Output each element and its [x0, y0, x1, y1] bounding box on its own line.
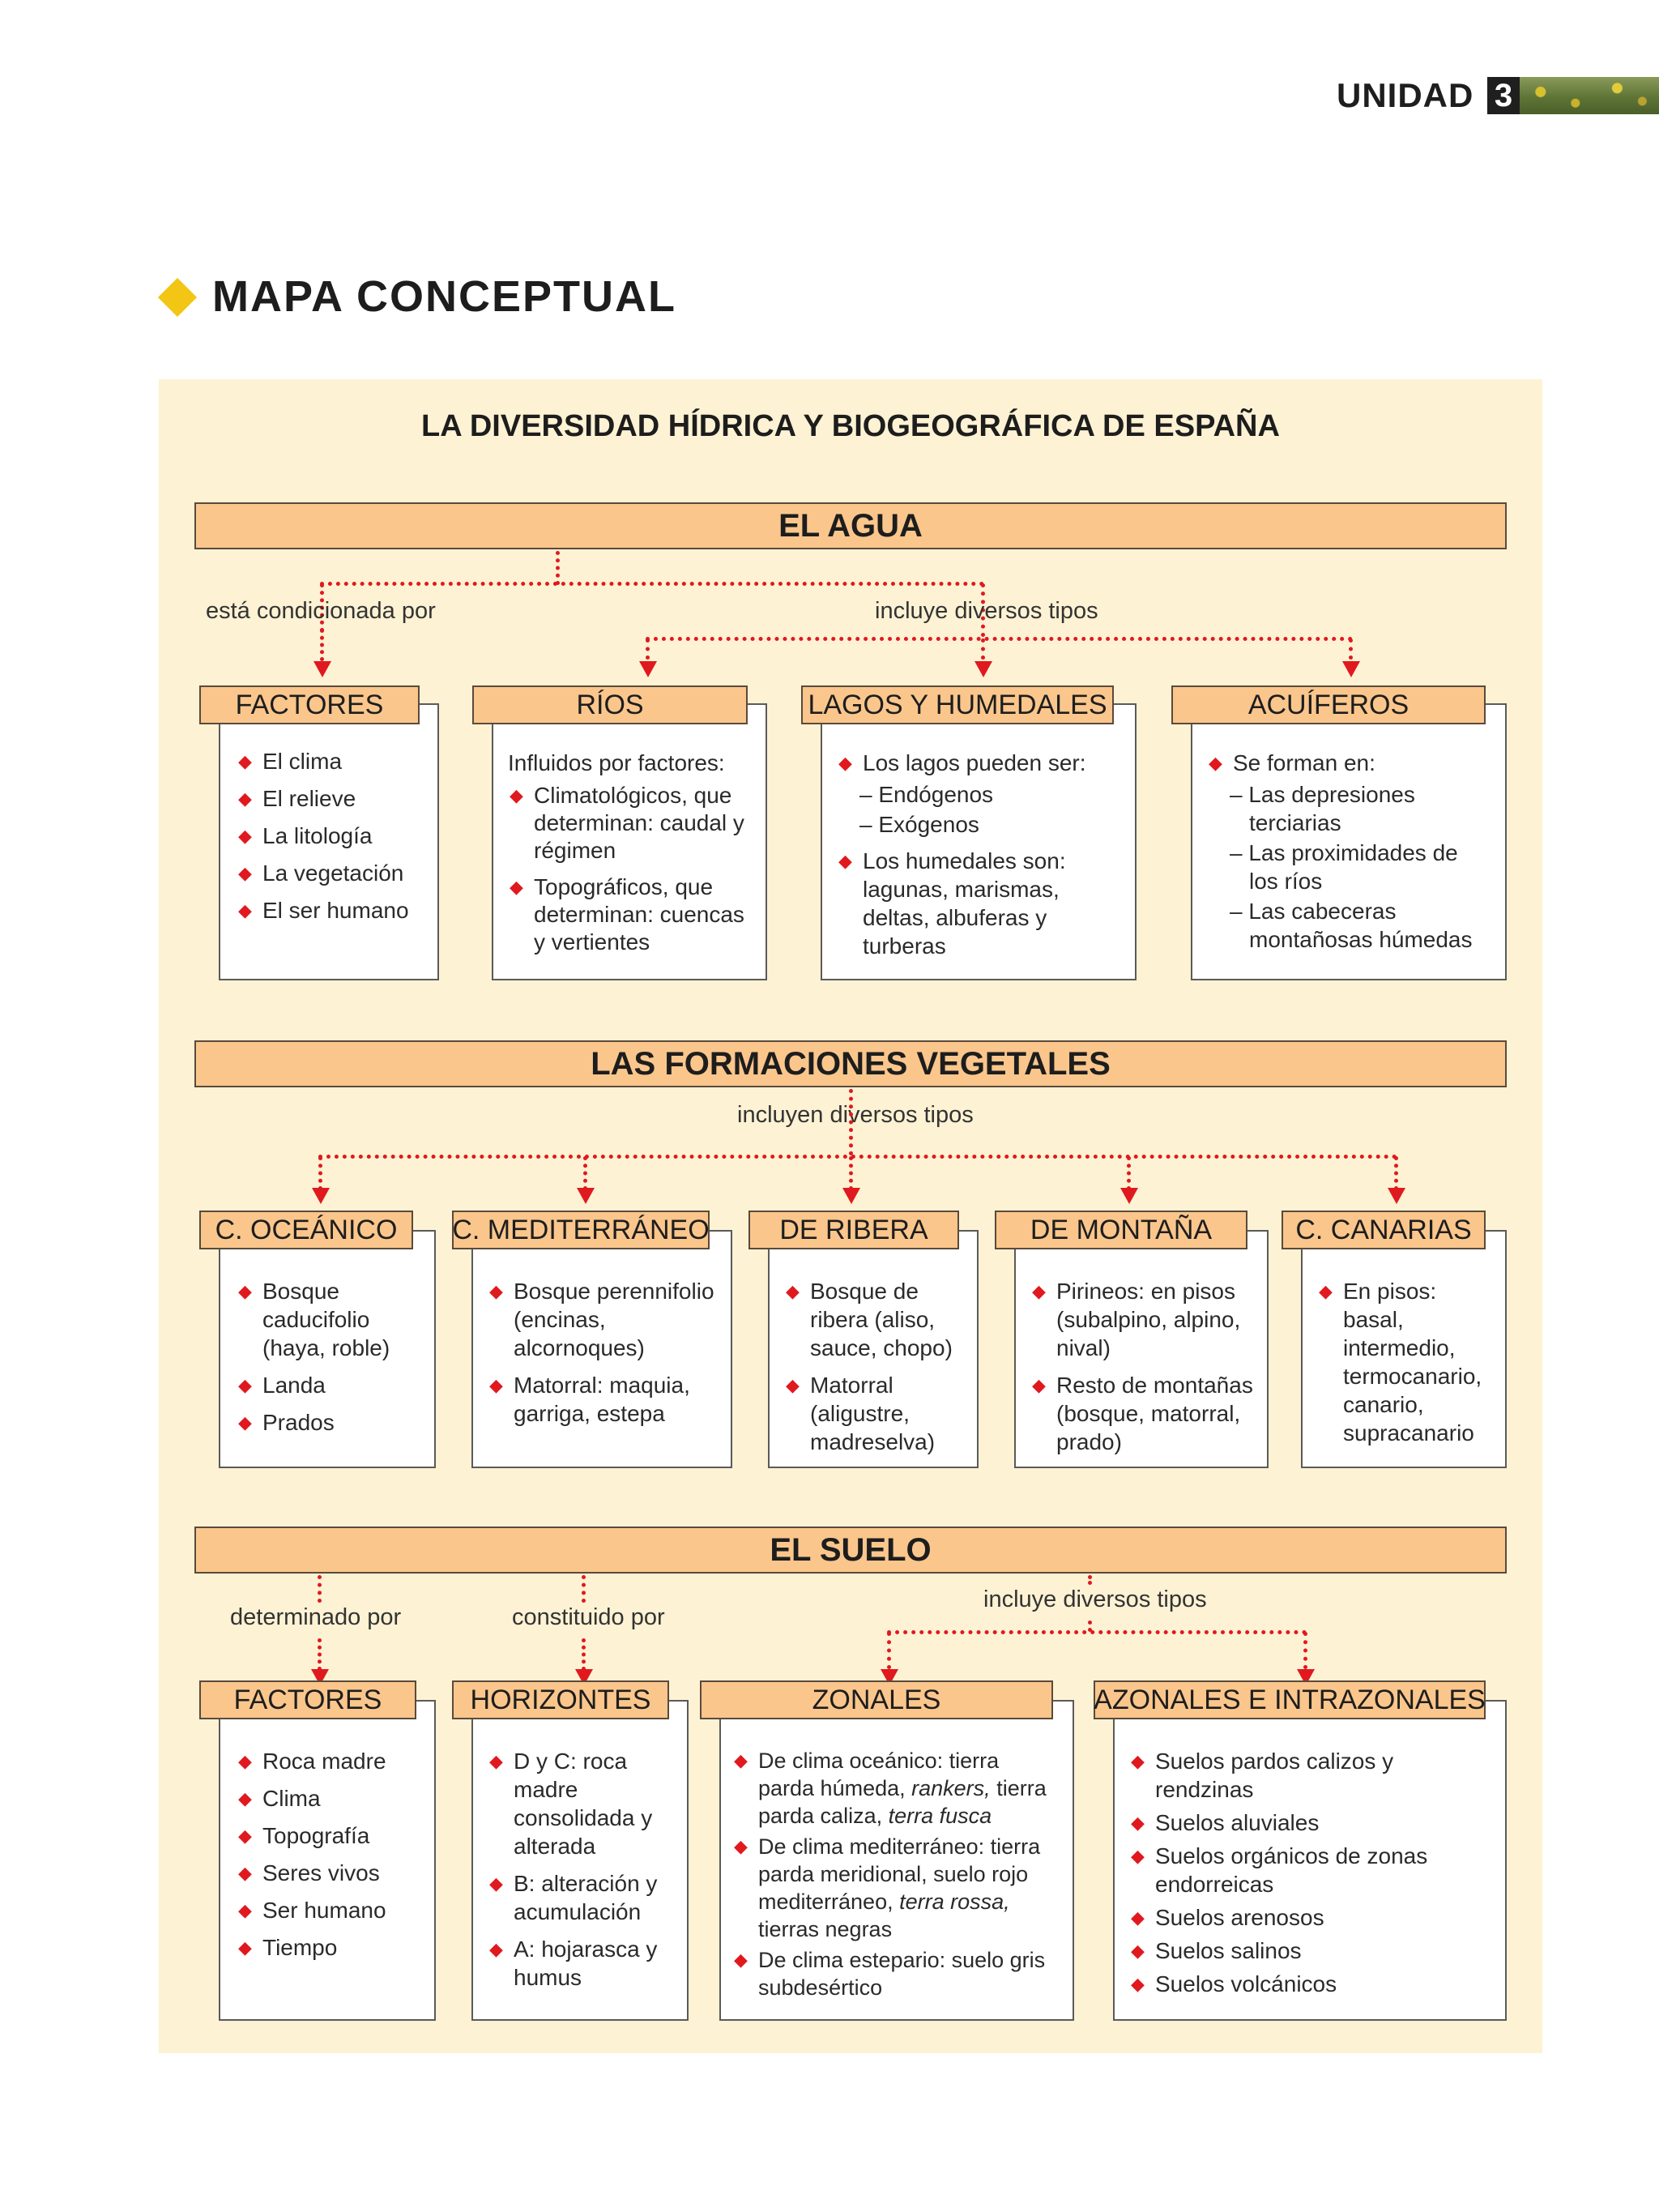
connector-line [582, 1638, 586, 1671]
list-item: ◆ Topografía [237, 1821, 421, 1850]
card-mediterraneo [471, 1230, 732, 1468]
arrow-down-icon [842, 1188, 860, 1204]
list-item: ◆ Suelos arenosos [1129, 1903, 1492, 1932]
arrow-down-icon [577, 1188, 595, 1204]
connector-label: constituido por [512, 1604, 665, 1630]
list-item: ◆ De clima oceánico: tierra parda húmeda, rankers, tierra parda caliza, terra fusca [732, 1747, 1060, 1830]
list-item: ◆ Suelos volcánicos [1129, 1970, 1492, 1998]
list-item: ◆ Bosque de ribera (aliso, sauce, chopo) [784, 1277, 964, 1362]
list-item: ◆ Clima [237, 1784, 421, 1813]
connector-line [1349, 638, 1353, 660]
connector-line [318, 1155, 1397, 1159]
tag-zonales: ZONALES [700, 1680, 1053, 1719]
sub-item: – Exógenos [855, 810, 1122, 839]
list-item: ◆ Climatológicos, que determinan: caudal y régimen [508, 782, 753, 865]
connector-label: incluyen diversos tipos [737, 1102, 974, 1128]
list-item: ◆ Suelos orgánicos de zonas endorreicas [1129, 1842, 1492, 1898]
list-item: ◆ De clima estepario: suelo gris subdesértico [732, 1946, 1060, 2001]
arrow-down-icon [1388, 1188, 1405, 1204]
arrow-down-icon [975, 661, 992, 677]
list-item: ◆ A: hojarasca y humus [488, 1935, 674, 1992]
connector-line [887, 1630, 1307, 1634]
list-item: ◆ La litología [237, 822, 424, 850]
sub-item: – Las depresiones terciarias [1225, 780, 1492, 837]
list-item: ◆ Matorral: maquia, garriga, estepa [488, 1371, 718, 1428]
list-item: ◆ Prados [237, 1408, 421, 1437]
list-item: ◆ D y C: roca madre consolidada y alterada [488, 1747, 674, 1860]
connector-line [646, 637, 1353, 641]
tag-oceanico: C. OCEÁNICO [199, 1211, 413, 1249]
list-item: ◆ B: alteración y acumulación [488, 1869, 674, 1926]
arrow-down-icon [1120, 1188, 1138, 1204]
vegetales-bar: LAS FORMACIONES VEGETALES [194, 1040, 1507, 1087]
card-canarias [1301, 1230, 1507, 1468]
list-item: ◆ Landa [237, 1371, 421, 1399]
connector-line [320, 629, 324, 661]
sub-item: – Las cabeceras montañosas húmedas [1225, 897, 1492, 954]
list-item: ◆ Suelos aluviales [1129, 1808, 1492, 1837]
suelo-bar: EL SUELO [194, 1527, 1507, 1574]
unit-label: UNIDAD [1337, 76, 1474, 114]
diamond-bullet-icon [158, 278, 197, 317]
card-lagos [821, 703, 1137, 980]
tag-ribera: DE RIBERA [748, 1211, 959, 1249]
list-item: ◆ Topográficos, que determinan: cuencas y vertientes [508, 873, 753, 956]
tag-agua-factores: FACTORES [199, 685, 420, 724]
list-item: ◆ Matorral (aligustre, madreselva) [784, 1371, 964, 1456]
card-azonales [1113, 1700, 1507, 2021]
card-ribera [768, 1230, 979, 1468]
list-item: ◆ El clima [237, 747, 424, 775]
card-rios [492, 703, 767, 980]
connector-label: incluye diversos tipos [983, 1586, 1207, 1612]
list-item: ◆ Los lagos pueden ser: [837, 749, 1122, 777]
connector-line [849, 1156, 853, 1190]
card-agua-factores [219, 703, 439, 980]
connector-line [318, 1156, 322, 1190]
page-title: MAPA CONCEPTUAL [212, 272, 676, 321]
map-title: LA DIVERSIDAD HÍDRICA Y BIOGEOGRÁFICA DE ESPAÑA [421, 409, 1280, 443]
connector-label: determinado por [230, 1604, 402, 1630]
tag-montana: DE MONTAÑA [995, 1211, 1247, 1249]
list-item: ◆ Resto de montañas (bosque, matorral, prado) [1030, 1371, 1254, 1456]
list-item: ◆ Se forman en: [1207, 749, 1492, 777]
card-oceanico [219, 1230, 436, 1468]
connector-line [1088, 1575, 1092, 1585]
card-horizontes [471, 1700, 689, 2021]
tag-canarias: C. CANARIAS [1282, 1211, 1486, 1249]
card-suelo-factores [219, 1700, 436, 2021]
arrow-down-icon [1342, 661, 1360, 677]
agua-bar: EL AGUA [194, 502, 1507, 549]
list-item: ◆ Tiempo [237, 1933, 421, 1962]
connector-line [646, 638, 650, 660]
list-item: ◆ Los humedales son: lagunas, marismas, deltas, albuferas y turberas [837, 847, 1122, 960]
arrow-down-icon [639, 661, 657, 677]
connector-line [1394, 1156, 1398, 1190]
connector-line [318, 1638, 322, 1671]
connector-line [582, 1575, 586, 1603]
list-item: ◆ El relieve [237, 784, 424, 813]
card-zonales [719, 1700, 1074, 2021]
header-landscape-image [1520, 77, 1659, 114]
connector-line [583, 1156, 587, 1190]
tag-suelo-factores: FACTORES [199, 1680, 416, 1719]
list-item: ◆ Pirineos: en pisos (subalpino, alpino, nival) [1030, 1277, 1254, 1362]
card-montana [1014, 1230, 1269, 1468]
tag-rios: RÍOS [472, 685, 748, 724]
connector-line [318, 1575, 322, 1603]
tag-horizontes: HORIZONTES [452, 1680, 669, 1719]
tag-acuiferos: ACUÍFEROS [1171, 685, 1486, 724]
connector-line [849, 1089, 853, 1155]
list-item: ◆ Seres vivos [237, 1859, 421, 1887]
connector-label: incluye diversos tipos [875, 598, 1098, 624]
list-item: ◆ El ser humano [237, 896, 424, 925]
arrow-down-icon [313, 661, 331, 677]
sub-item: – Las proximidades de los ríos [1225, 839, 1492, 895]
tag-mediterraneo: C. MEDITERRÁNEO [452, 1211, 710, 1249]
unit-number: 3 [1487, 77, 1520, 114]
sub-item: – Endógenos [855, 780, 1122, 809]
connector-line [1127, 1156, 1131, 1190]
tag-lagos-humedales: LAGOS Y HUMEDALES [801, 685, 1114, 724]
connector-line [1303, 1632, 1307, 1669]
list-item: ◆ Suelos salinos [1129, 1937, 1492, 1965]
list-item: ◆ En pisos: basal, intermedio, termocanario, canario, supracanario [1317, 1277, 1492, 1447]
list-item: ◆ La vegetación [237, 859, 424, 887]
connector-line [981, 638, 985, 660]
list-item: ◆ De clima mediterráneo: tierra parda meridional, suelo rojo mediterráneo, terra rossa, tierras negras [732, 1833, 1060, 1943]
connector-label: está condicionada por [206, 598, 436, 624]
card-acuiferos [1191, 703, 1507, 980]
rios-intro: Influidos por factores: [508, 750, 725, 775]
list-item: ◆ Suelos pardos calizos y rendzinas [1129, 1747, 1492, 1804]
list-item: ◆ Bosque caducifolio (haya, roble) [237, 1277, 421, 1362]
connector-line [556, 551, 560, 585]
tag-azonales-intrazonales: AZONALES E INTRAZONALES [1094, 1680, 1486, 1719]
list-item: ◆ Bosque perennifolio (encinas, alcornoques) [488, 1277, 718, 1362]
connector-line [320, 582, 984, 586]
connector-line [887, 1632, 891, 1669]
list-item: ◆ Roca madre [237, 1747, 421, 1775]
arrow-down-icon [312, 1188, 330, 1204]
list-item: ◆ Ser humano [237, 1896, 421, 1924]
